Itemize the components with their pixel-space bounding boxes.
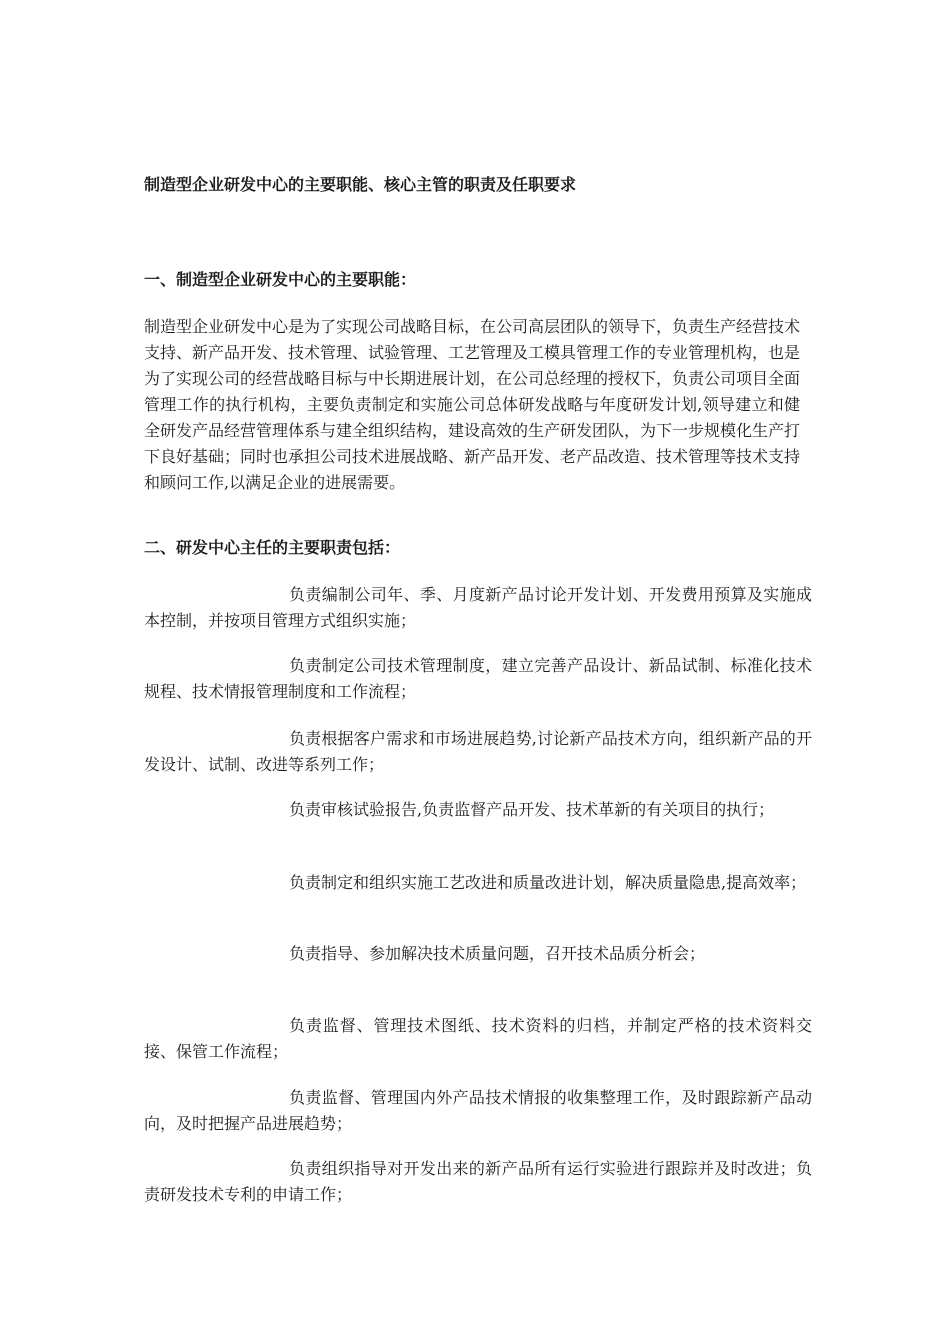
duty-item: 负责组织指导对开发出来的新产品所有运行实验进行跟踪并及时改进；负责研发技术专利的申请工作；	[144, 1159, 812, 1204]
section-1-heading: 一、制造型企业研发中心的主要职能：	[144, 270, 417, 289]
duty-item: 负责指导、参加解决技术质量问题，召开技术品质分析会；	[289, 944, 706, 963]
duty-item: 负责根据客户需求和市场进展趋势,讨论新产品技术方向，组织新产品的开发设计、试制、改进等系列工作；	[144, 729, 812, 774]
duty-item: 负责审核试验报告,负责监督产品开发、技术革新的有关项目的执行；	[289, 800, 775, 819]
section-2-heading: 二、研发中心主任的主要职责包括：	[144, 538, 401, 557]
duty-item: 负责制定公司技术管理制度，建立完善产品设计、新品试制、标准化技术规程、技术情报管理制度和工作流程；	[144, 656, 812, 701]
duty-item: 负责制定和组织实施工艺改进和质量改进计划，解决质量隐患,提高效率；	[289, 873, 807, 892]
section-1-body-paragraph: 制造型企业研发中心是为了实现公司战略目标，在公司高层团队的领导下，负责生产经营技术支持、新产品开发、技术管理、试验管理、工艺管理及工模具管理工作的专业管理机构，也是为了实现公司的经营战略目标与中长期进展计划，在公司总经理的授权下，负责公司项目全面管理工作的执行机构，主要负责制定和实施公司总体研发战略与年度研发计划,领导建立和健全研发产品经营管理体系与建全组织结构，建设高效的生产研发团队，为下一步规模化生产打下良好基础；同时也承担公司技术进展战略、新产品开发、老产品改造、技术管理等技术支持和顾问工作,以满足企业的进展需要。	[144, 317, 801, 492]
duty-item: 负责监督、管理国内外产品技术情报的收集整理工作，及时跟踪新产品动向，及时把握产品进展趋势；	[144, 1088, 812, 1133]
duty-item: 负责编制公司年、季、月度新产品讨论开发计划、开发费用预算及实施成本控制，并按项目管理方式组织实施；	[144, 585, 812, 630]
document-title: 制造型企业研发中心的主要职能、核心主管的职责及任职要求	[144, 175, 577, 194]
duty-item: 负责监督、管理技术图纸、技术资料的归档，并制定严格的技术资料交接、保管工作流程；	[144, 1016, 812, 1061]
